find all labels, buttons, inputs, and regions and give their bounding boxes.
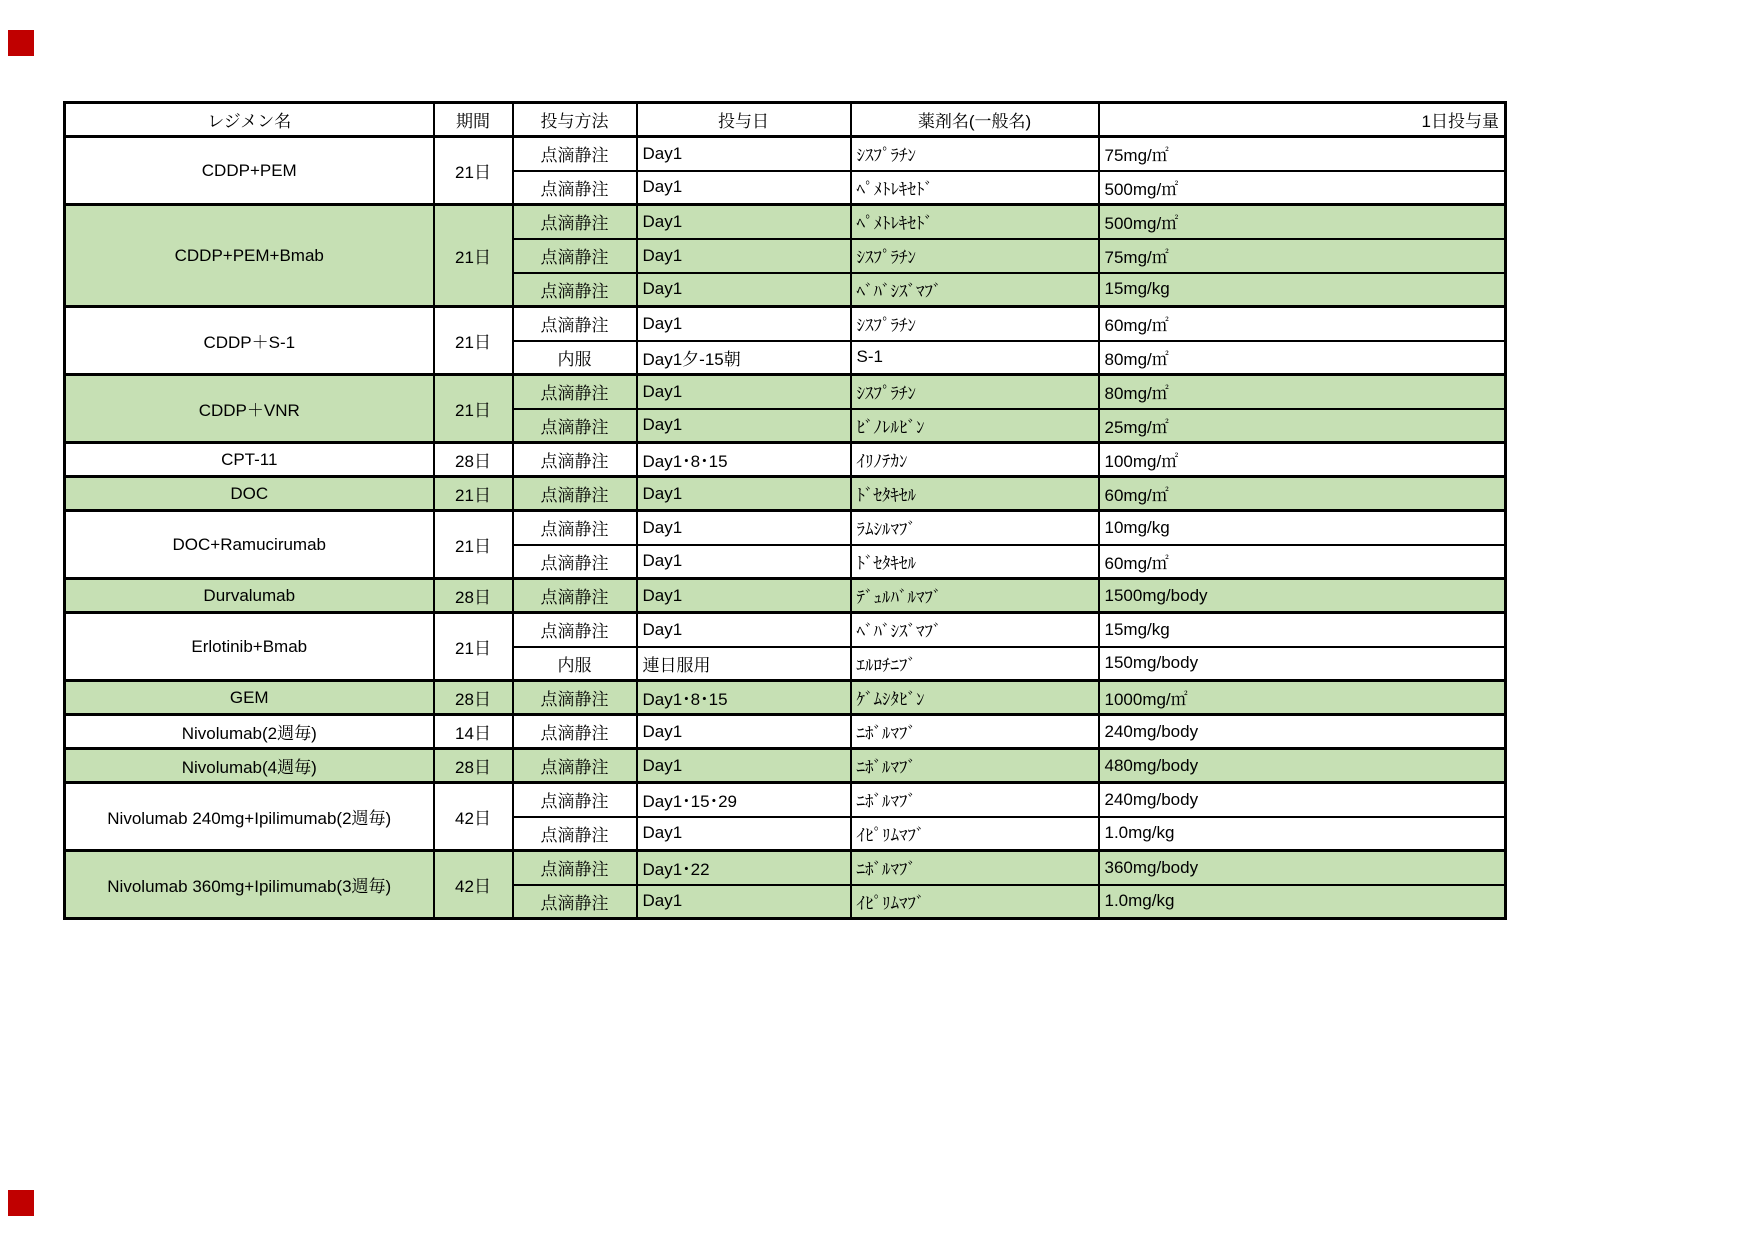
regimen-name-cell: Nivolumab(4週毎) [65, 749, 434, 783]
drug-cell: S-1 [851, 341, 1099, 375]
method-cell: 点滴静注 [513, 443, 637, 477]
regimen-row [65, 579, 1506, 613]
dose-cell: 500mg/㎡ [1099, 171, 1506, 205]
dose-cell: 15mg/kg [1099, 613, 1506, 647]
regimen-row [65, 205, 1506, 239]
drug-cell: ﾄﾞｾﾀｷｾﾙ [851, 545, 1099, 579]
regimen-table-header [65, 103, 1506, 137]
day-cell: Day1 [637, 171, 851, 205]
column-header-dose: 1日投与量 [1099, 103, 1506, 137]
method-cell: 点滴静注 [513, 613, 637, 647]
method-cell: 点滴静注 [513, 681, 637, 715]
regimen-row [65, 443, 1506, 477]
dose-cell: 60mg/㎡ [1099, 307, 1506, 341]
period-cell: 21日 [434, 307, 513, 375]
period-cell: 28日 [434, 443, 513, 477]
regimen-row [65, 749, 1506, 783]
method-cell: 点滴静注 [513, 409, 637, 443]
regimen-name-cell: DOC [65, 477, 434, 511]
period-cell: 28日 [434, 749, 513, 783]
drug-cell: ﾋﾞﾉﾚﾙﾋﾞﾝ [851, 409, 1099, 443]
day-cell: Day1 [637, 137, 851, 171]
drug-cell: ﾆﾎﾞﾙﾏﾌﾞ [851, 851, 1099, 885]
regimen-name-cell: Nivolumab 240mg+Ipilimumab(2週毎) [65, 783, 434, 851]
method-cell: 点滴静注 [513, 817, 637, 851]
regimen-row [65, 613, 1506, 647]
method-cell: 内服 [513, 341, 637, 375]
method-cell: 点滴静注 [513, 545, 637, 579]
day-cell: Day1 [637, 375, 851, 409]
regimen-name-cell: CDDP+PEM [65, 137, 434, 205]
period-cell: 21日 [434, 477, 513, 511]
day-cell: Day1 [637, 817, 851, 851]
day-cell: Day1 [637, 613, 851, 647]
drug-cell: ﾗﾑｼﾙﾏﾌﾞ [851, 511, 1099, 545]
red-corner-marker-top [8, 30, 34, 56]
dose-cell: 60mg/㎡ [1099, 477, 1506, 511]
regimen-name-cell: CPT-11 [65, 443, 434, 477]
day-cell: Day1 [637, 307, 851, 341]
drug-cell: ﾆﾎﾞﾙﾏﾌﾞ [851, 783, 1099, 817]
column-header-period: 期間 [434, 103, 513, 137]
drug-cell: ｲﾘﾉﾃｶﾝ [851, 443, 1099, 477]
regimen-row [65, 783, 1506, 817]
day-cell: Day1･15･29 [637, 783, 851, 817]
regimen-table [63, 101, 1507, 920]
dose-cell: 1.0mg/kg [1099, 817, 1506, 851]
regimen-row [65, 715, 1506, 749]
method-cell: 点滴静注 [513, 851, 637, 885]
regimen-name-cell: DOC+Ramucirumab [65, 511, 434, 579]
dose-cell: 480mg/body [1099, 749, 1506, 783]
dose-cell: 500mg/㎡ [1099, 205, 1506, 239]
method-cell: 点滴静注 [513, 205, 637, 239]
day-cell: Day1 [637, 715, 851, 749]
drug-cell: ｼｽﾌﾟﾗﾁﾝ [851, 137, 1099, 171]
period-cell: 42日 [434, 851, 513, 919]
day-cell: Day1 [637, 205, 851, 239]
day-cell: Day1 [637, 885, 851, 919]
method-cell: 点滴静注 [513, 171, 637, 205]
drug-cell: ﾃﾞｭﾙﾊﾞﾙﾏﾌﾞ [851, 579, 1099, 613]
day-cell: Day1･8･15 [637, 681, 851, 715]
method-cell: 内服 [513, 647, 637, 681]
dose-cell: 1000mg/㎡ [1099, 681, 1506, 715]
regimen-row [65, 851, 1506, 885]
period-cell: 21日 [434, 613, 513, 681]
dose-cell: 25mg/㎡ [1099, 409, 1506, 443]
regimen-name-cell: Durvalumab [65, 579, 434, 613]
day-cell: Day1･8･15 [637, 443, 851, 477]
drug-cell: ｹﾞﾑｼﾀﾋﾞﾝ [851, 681, 1099, 715]
method-cell: 点滴静注 [513, 579, 637, 613]
method-cell: 点滴静注 [513, 137, 637, 171]
column-header-drug: 薬剤名(一般名) [851, 103, 1099, 137]
dose-cell: 75mg/㎡ [1099, 137, 1506, 171]
drug-cell: ﾆﾎﾞﾙﾏﾌﾞ [851, 715, 1099, 749]
column-header-regimen: レジメン名 [65, 103, 434, 137]
drug-cell: ｲﾋﾟﾘﾑﾏﾌﾞ [851, 885, 1099, 919]
drug-cell: ﾍﾟﾒﾄﾚｷｾﾄﾞ [851, 171, 1099, 205]
method-cell: 点滴静注 [513, 273, 637, 307]
day-cell: Day1 [637, 239, 851, 273]
method-cell: 点滴静注 [513, 885, 637, 919]
regimen-name-cell: Erlotinib+Bmab [65, 613, 434, 681]
drug-cell: ｼｽﾌﾟﾗﾁﾝ [851, 307, 1099, 341]
period-cell: 28日 [434, 681, 513, 715]
drug-cell: ｼｽﾌﾟﾗﾁﾝ [851, 375, 1099, 409]
period-cell: 21日 [434, 511, 513, 579]
drug-cell: ﾆﾎﾞﾙﾏﾌﾞ [851, 749, 1099, 783]
day-cell: Day1 [637, 749, 851, 783]
regimen-name-cell: Nivolumab 360mg+Ipilimumab(3週毎) [65, 851, 434, 919]
regimen-row [65, 307, 1506, 341]
period-cell: 21日 [434, 137, 513, 205]
column-header-day: 投与日 [637, 103, 851, 137]
drug-cell: ｲﾋﾟﾘﾑﾏﾌﾞ [851, 817, 1099, 851]
day-cell: Day1夕-15朝 [637, 341, 851, 375]
drug-cell: ﾍﾞﾊﾞｼｽﾞﾏﾌﾞ [851, 273, 1099, 307]
regimen-row [65, 477, 1506, 511]
period-cell: 21日 [434, 375, 513, 443]
dose-cell: 80mg/㎡ [1099, 375, 1506, 409]
regimen-name-cell: CDDP＋S-1 [65, 307, 434, 375]
dose-cell: 1.0mg/kg [1099, 885, 1506, 919]
day-cell: 連日服用 [637, 647, 851, 681]
dose-cell: 360mg/body [1099, 851, 1506, 885]
regimen-name-cell: GEM [65, 681, 434, 715]
dose-cell: 150mg/body [1099, 647, 1506, 681]
day-cell: Day1 [637, 511, 851, 545]
method-cell: 点滴静注 [513, 783, 637, 817]
day-cell: Day1 [637, 477, 851, 511]
dose-cell: 80mg/㎡ [1099, 341, 1506, 375]
period-cell: 21日 [434, 205, 513, 307]
red-corner-marker-bottom [8, 1190, 34, 1216]
dose-cell: 10mg/kg [1099, 511, 1506, 545]
dose-cell: 15mg/kg [1099, 273, 1506, 307]
day-cell: Day1 [637, 409, 851, 443]
day-cell: Day1･22 [637, 851, 851, 885]
dose-cell: 1500mg/body [1099, 579, 1506, 613]
period-cell: 42日 [434, 783, 513, 851]
day-cell: Day1 [637, 545, 851, 579]
drug-cell: ｴﾙﾛﾁﾆﾌﾞ [851, 647, 1099, 681]
method-cell: 点滴静注 [513, 239, 637, 273]
drug-cell: ﾄﾞｾﾀｷｾﾙ [851, 477, 1099, 511]
drug-cell: ﾍﾞﾊﾞｼｽﾞﾏﾌﾞ [851, 613, 1099, 647]
dose-cell: 100mg/㎡ [1099, 443, 1506, 477]
regimen-row [65, 375, 1506, 409]
regimen-row [65, 681, 1506, 715]
period-cell: 14日 [434, 715, 513, 749]
method-cell: 点滴静注 [513, 307, 637, 341]
dose-cell: 240mg/body [1099, 715, 1506, 749]
regimen-row [65, 511, 1506, 545]
method-cell: 点滴静注 [513, 749, 637, 783]
dose-cell: 60mg/㎡ [1099, 545, 1506, 579]
method-cell: 点滴静注 [513, 715, 637, 749]
method-cell: 点滴静注 [513, 477, 637, 511]
regimen-name-cell: CDDP＋VNR [65, 375, 434, 443]
day-cell: Day1 [637, 273, 851, 307]
period-cell: 28日 [434, 579, 513, 613]
day-cell: Day1 [637, 579, 851, 613]
column-header-method: 投与方法 [513, 103, 637, 137]
dose-cell: 75mg/㎡ [1099, 239, 1506, 273]
regimen-row [65, 137, 1506, 171]
regimen-name-cell: Nivolumab(2週毎) [65, 715, 434, 749]
method-cell: 点滴静注 [513, 375, 637, 409]
drug-cell: ﾍﾟﾒﾄﾚｷｾﾄﾞ [851, 205, 1099, 239]
header-row [65, 103, 1506, 137]
regimen-name-cell: CDDP+PEM+Bmab [65, 205, 434, 307]
method-cell: 点滴静注 [513, 511, 637, 545]
drug-cell: ｼｽﾌﾟﾗﾁﾝ [851, 239, 1099, 273]
regimen-table-body [65, 137, 1506, 919]
dose-cell: 240mg/body [1099, 783, 1506, 817]
